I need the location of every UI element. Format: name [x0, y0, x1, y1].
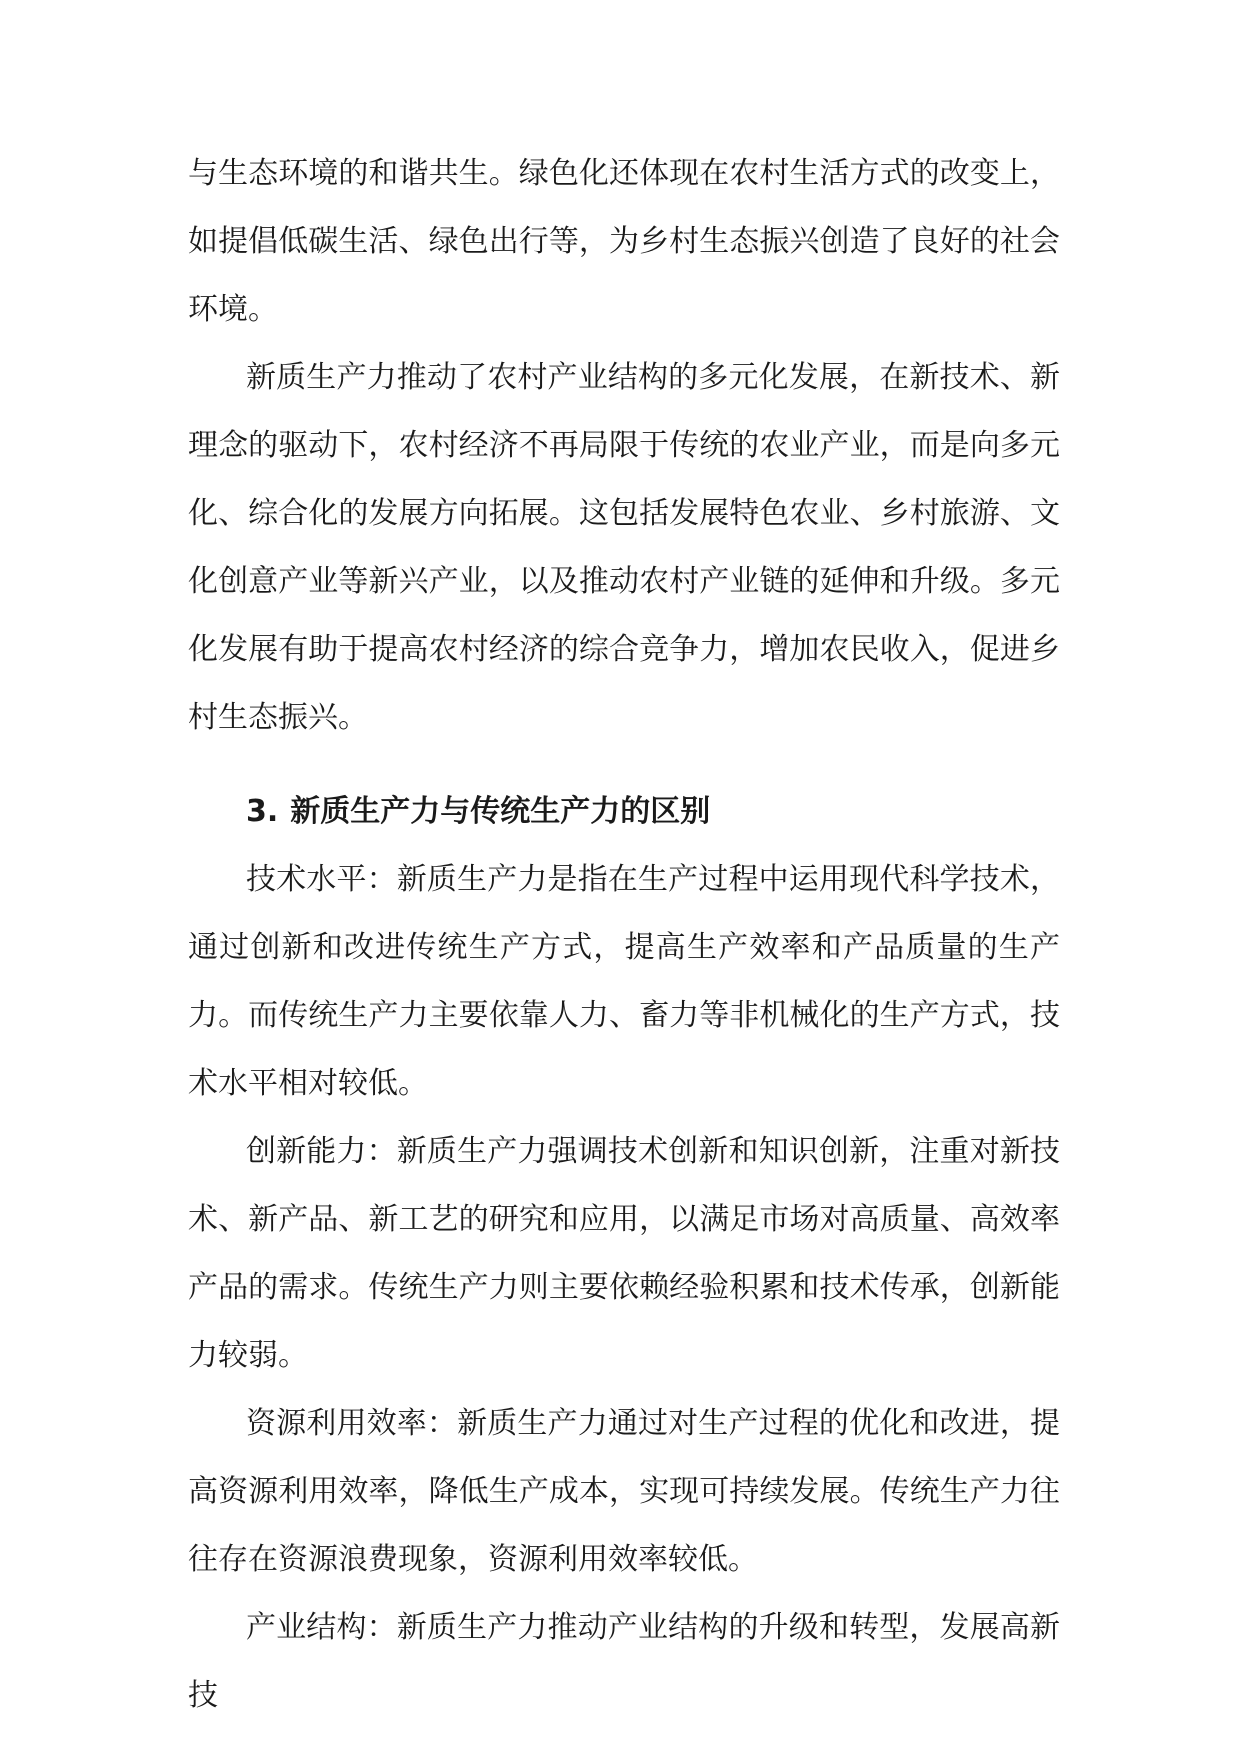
paragraph-resource-efficiency: 资源利用效率：新质生产力通过对生产过程的优化和改进，提高资源利用效率，降低生产成本，实现可持续发展。传统生产力往往存在资源浪费现象，资源利用效率较低。 [188, 1406, 1060, 1577]
paragraph-innovation-capacity: 创新能力：新质生产力强调技术创新和知识创新，注重对新技术、新产品、新工艺的研究和应用，以满足市场对高质量、高效率产品的需求。传统生产力则主要依赖经验积累和技术传承，创新能力较弱。 [188, 1134, 1060, 1373]
paragraph-technology-level: 技术水平：新质生产力是指在生产过程中运用现代科学技术，通过创新和改进传统生产方式，提高生产效率和产品质量的生产力。而传统生产力主要依靠人力、畜力等非机械化的生产方式，技术水平相对较低。 [188, 862, 1060, 1101]
section-title: 新质生产力与传统生产力的区别 [290, 794, 711, 829]
paragraph-industry-diversification: 新质生产力推动了农村产业结构的多元化发展，在新技术、新理念的驱动下，农村经济不再局限于传统的农业产业，而是向多元化、综合化的发展方向拓展。这包括发展特色农业、乡村旅游、文化创意产业等新兴产业，以及推动农村产业链的延伸和升级。多元化发展有助于提高农村经济的综合竞争力，增加农民收入，促进乡村生态振兴。 [188, 360, 1060, 735]
document-page [188, 140, 1060, 1730]
paragraph-industrial-structure: 产业结构：新质生产力推动产业结构的升级和转型，发展高新技 [188, 1610, 1060, 1713]
paragraph-continued: 与生态环境的和谐共生。绿色化还体现在农村生活方式的改变上，如提倡低碳生活、绿色出行等，为乡村生态振兴创造了良好的社会环境。 [188, 156, 1060, 327]
section-heading [188, 778, 1060, 846]
section-number: 3. [246, 794, 279, 829]
